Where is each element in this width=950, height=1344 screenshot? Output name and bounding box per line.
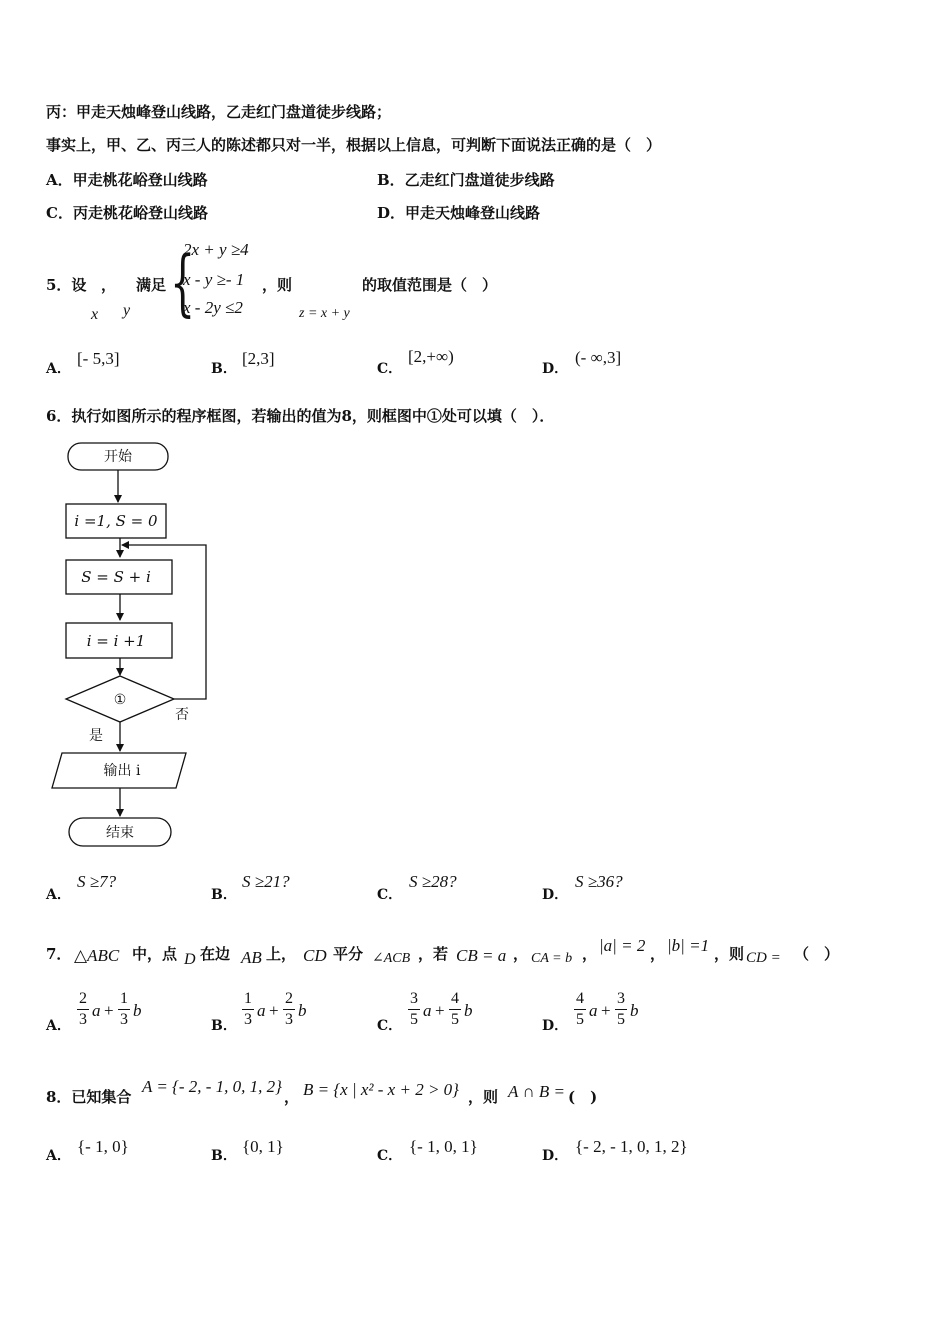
q7-label-d: D．: [542, 1018, 569, 1034]
q5-option-d: (- ∞,3]: [575, 348, 622, 367]
flow-sum-label: S = S + i: [81, 568, 151, 586]
q6-label-c: C．: [377, 887, 403, 903]
q7-opt-d-frac-2: 3 5: [617, 990, 625, 1028]
q7-ab: AB: [241, 948, 262, 967]
q7-num: 7．: [46, 945, 72, 963]
q7-ruo: ，若: [418, 945, 449, 963]
q7-opt-d-frac-1: 4 5: [576, 990, 584, 1028]
q8-label-b: B．: [211, 1148, 237, 1164]
q8-option-c: {- 1, 0, 1}: [409, 1137, 478, 1156]
q7-opt-c-vec-a: a: [423, 1001, 432, 1020]
q7-opt-b-vec-a: a: [257, 1001, 266, 1020]
q4-option-d: D．甲走天烛峰登山线路: [377, 204, 541, 222]
q5-option-b: [2,3]: [242, 349, 275, 368]
q7-cd: CD: [303, 946, 327, 965]
q7-label-a: A．: [46, 1018, 71, 1034]
q4-option-c: C．丙走桃花峪登山线路: [46, 204, 208, 222]
q7-opt-b-frac-1: 1 3: [244, 990, 252, 1028]
q7-triangle: △ABC: [74, 946, 120, 965]
q7-sep-1: ，: [513, 945, 529, 963]
q6-option-d: S ≥36?: [575, 872, 623, 891]
q6-label-d: D．: [542, 887, 569, 903]
q8-option-b: {0, 1}: [242, 1137, 284, 1156]
q8-label-a: A．: [46, 1148, 71, 1164]
q6-option-a: S ≥7?: [77, 872, 117, 891]
q8-paren: ( ): [568, 1088, 598, 1106]
flow-inc-label: i = i +1: [86, 632, 146, 650]
q7-opt-b-frac-2: 2 3: [285, 990, 293, 1028]
q5-option-a: [- 5,3]: [77, 349, 120, 368]
q8-label-c: C．: [377, 1148, 403, 1164]
q5-var-y: y: [123, 302, 131, 319]
q7-ca: CA = b: [531, 951, 573, 966]
q5-brace: {: [170, 240, 196, 324]
q5-z: z = x + y: [299, 306, 350, 321]
q7-point-d: D: [184, 951, 196, 968]
q7-opt-a-frac-1: 2 3: [79, 990, 87, 1028]
q8-set-b: B = {x | x² - x + 2 > 0}: [303, 1080, 459, 1099]
q7-paren: （ ）: [794, 945, 840, 963]
q8-comma: ，: [284, 1088, 300, 1106]
q4-stem: 事实上，甲、乙、丙三人的陈述都只对一半，根据以上信息，可判断下面说法正确的是（ ）: [46, 136, 662, 154]
flow-yes-label: 是: [89, 728, 103, 744]
q6-label-b: B．: [211, 887, 237, 903]
q7-opt-c-frac-1: 3 5: [410, 990, 418, 1028]
q5-ze: ，则: [262, 276, 293, 294]
q5-label-c: C．: [377, 361, 403, 377]
q7-label-c: C．: [377, 1018, 403, 1034]
q8-label-d: D．: [542, 1148, 569, 1164]
q6-option-c: S ≥28?: [409, 872, 457, 891]
q7-opt-b-vec-b: b: [298, 1001, 307, 1020]
q7-opt-a-frac-2: 1 3: [120, 990, 128, 1028]
q5-var-x: x: [91, 306, 99, 323]
q6-option-b: S ≥21?: [242, 872, 290, 891]
q7-opt-a-plus: +: [104, 1001, 114, 1020]
q8-stem: 8．已知集合: [46, 1088, 132, 1106]
q7-cd-eq: CD =: [746, 950, 781, 966]
q7-opt-b-plus: +: [269, 1001, 279, 1020]
q7-label-b: B．: [211, 1018, 237, 1034]
q7-zhong: 中，点: [132, 945, 178, 963]
q5-label-b: B．: [211, 361, 237, 377]
q5-constraint-2: x - y ≥- 1: [183, 270, 245, 289]
q8-ze: ，则: [468, 1088, 499, 1106]
flow-init-label: i =1, S = 0: [74, 512, 158, 530]
q7-shang: 上，: [266, 945, 297, 963]
flow-condition-label: ①: [113, 692, 127, 708]
q7-opt-c-plus: +: [435, 1001, 445, 1020]
q6-label-a: A．: [46, 887, 71, 903]
q5-constraint-1: 2x + y ≥4: [183, 240, 249, 259]
q5-comma: ，: [101, 276, 117, 294]
q8-option-a: {- 1, 0}: [77, 1137, 129, 1156]
q5-label-d: D．: [542, 361, 569, 377]
flow-start-label: 开始: [104, 449, 132, 465]
q7-opt-d-vec-a: a: [589, 1001, 598, 1020]
flow-output-label: 输出 i: [103, 763, 141, 779]
q7-sep-2: ，: [582, 945, 598, 963]
q5-label-a: A．: [46, 361, 71, 377]
q8-set-a: A = {- 2, - 1, 0, 1, 2}: [142, 1077, 282, 1096]
q5-tail: 的取值范围是（ ）: [362, 276, 498, 294]
q8-a-cap-b: A ∩ B =: [508, 1082, 565, 1101]
q7-opt-d-vec-b: b: [630, 1001, 639, 1020]
q4-option-b: B．乙走红门盘道徒步线路: [377, 171, 555, 189]
q7-cb: CB = a: [456, 946, 507, 965]
q7-mod-b: |b| =1: [667, 936, 710, 955]
q7-opt-d-plus: +: [601, 1001, 611, 1020]
q7-sep-3: ，: [650, 945, 666, 963]
q7-ze: ，则: [714, 945, 745, 963]
q7-angle: ∠ACB: [372, 951, 411, 966]
flow-end-label: 结束: [106, 825, 134, 841]
q5-manzu: 满足: [136, 276, 167, 294]
q7-opt-c-frac-2: 4 5: [451, 990, 459, 1028]
q7-mod-a: |a| = 2: [599, 936, 646, 955]
q7-opt-a-vec-a: a: [92, 1001, 101, 1020]
q5-option-c: [2,+∞): [408, 347, 454, 366]
q7-opt-c-vec-b: b: [464, 1001, 473, 1020]
flow-no-label: 否: [175, 707, 189, 723]
q7-pingfen: 平分: [333, 945, 364, 963]
q7-opt-a-vec-b: b: [133, 1001, 142, 1020]
q5-constraint-3: x - 2y ≤2: [183, 298, 243, 317]
q5-num: 5．设: [46, 276, 87, 294]
q4-line-c: 丙：甲走天烛峰登山线路，乙走红门盘道徒步线路；: [46, 103, 392, 121]
q4-option-a: A．甲走桃花峪登山线路: [46, 171, 208, 189]
q8-option-d: {- 2, - 1, 0, 1, 2}: [575, 1137, 688, 1156]
q7-zaibian: 在边: [200, 945, 231, 963]
q6-stem: 6．执行如图所示的程序框图，若输出的值为8，则框图中①处可以填（ ）．: [46, 407, 555, 425]
